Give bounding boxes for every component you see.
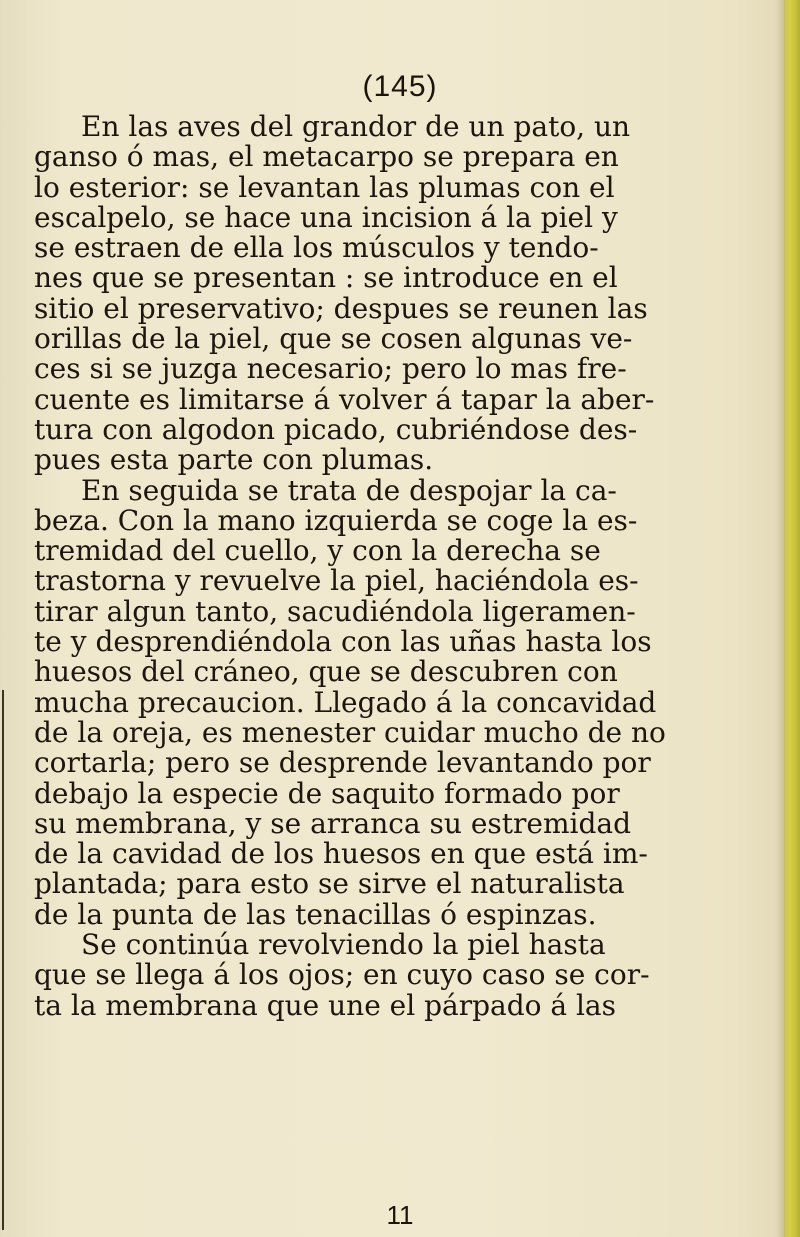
- page-edge-band: [784, 0, 800, 1237]
- text-line: En las aves del grandor de un pato, un: [81, 110, 631, 143]
- text-line: de la punta de las tenacillas ó espinzas.: [34, 897, 597, 931]
- text-line: ces si se juzga necesario; pero lo mas fre-: [34, 352, 627, 386]
- signature-mark: 11: [386, 1200, 414, 1230]
- text-line: sitio el preservativo; despues se reunen las: [34, 291, 648, 325]
- text-line: escalpelo, se hace una incision á la piel y: [34, 200, 618, 234]
- text-line: beza. Con la mano izquierda se coge la es-: [34, 503, 638, 537]
- text-line: ganso ó mas, el metacarpo se prepara en: [34, 140, 619, 174]
- text-line: mucha precaucion. Llegado á la concavidad: [34, 685, 657, 719]
- text-line: lo esterior: se levantan las plumas con el: [34, 170, 615, 204]
- text-line: de la cavidad de los huesos en que está im-: [34, 837, 648, 871]
- text-line: tura con algodon picado, cubriéndose des-: [34, 412, 638, 446]
- text-line: orillas de la piel, que se cosen algunas ve-: [34, 322, 633, 356]
- body-text: [34, 112, 774, 1021]
- text-line: cuente es limitarse á volver á tapar la aber-: [34, 382, 655, 416]
- text-line: tremidad del cuello, y con la derecha se: [34, 534, 601, 568]
- text-line: ta la membrana que une el párpado á las: [34, 988, 616, 1022]
- page-gutter-shadow: [776, 0, 784, 1237]
- text-line: pues esta parte con plumas.: [34, 443, 434, 477]
- text-line: trastorna y revuelve la piel, haciéndola es-: [34, 564, 639, 598]
- text-line: En seguida se trata de despojar la ca-: [81, 473, 617, 507]
- text-line: su membrana, y se arranca su estremidad: [34, 806, 632, 840]
- text-line: se estraen de ella los músculos y tendo-: [34, 231, 599, 265]
- page-number: (145): [362, 70, 438, 103]
- text-line: plantada; para esto se sirve el naturalista: [34, 867, 625, 901]
- text-line: nes que se presentan : se introduce en el: [34, 261, 618, 295]
- text-line: huesos del cráneo, que se descubren con: [34, 655, 618, 689]
- text-line: debajo la especie de saquito formado por: [34, 776, 620, 810]
- text-line: cortarla; pero se desprende levantando por: [34, 746, 651, 780]
- text-line: tirar algun tanto, sacudiéndola ligeramen-: [34, 594, 636, 628]
- text-line: que se llega á los ojos; en cuyo caso se cor-: [34, 958, 650, 992]
- text-line: te y desprendiéndola con las uñas hasta los: [34, 625, 652, 659]
- left-margin-rule: [2, 690, 4, 1230]
- text-line: de la oreja, es menester cuidar mucho de no: [34, 715, 666, 749]
- text-line: Se continúa revolviendo la piel hasta: [81, 928, 606, 962]
